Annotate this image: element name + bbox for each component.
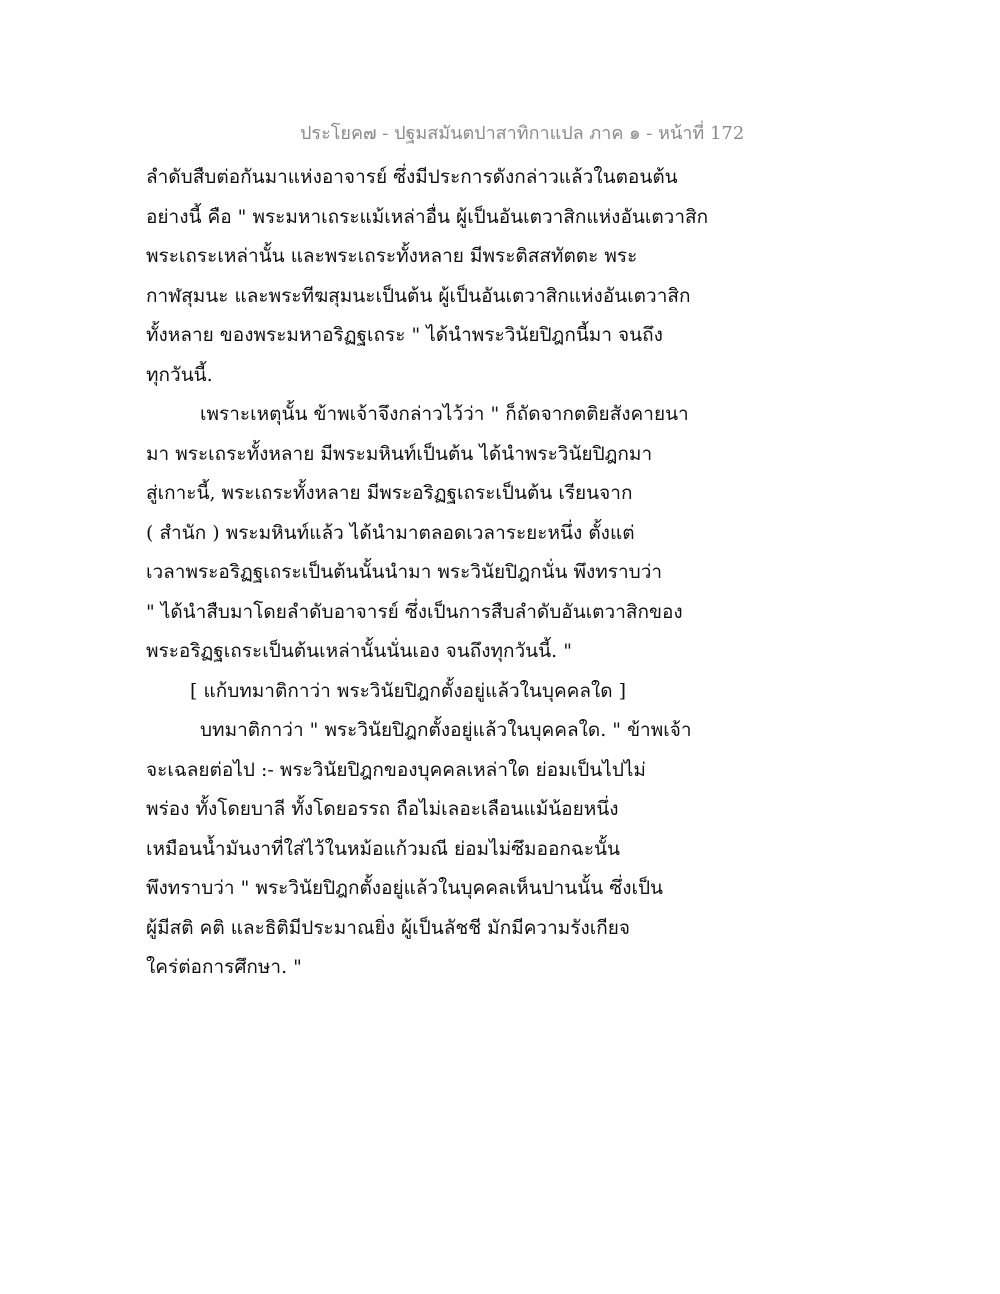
text-line: เหมือนน้ำมันงาที่ใส่ไว้ในหม้อแก้วมณี ย่อมไม่ซึมออกฉะนั้น: [146, 837, 621, 860]
text-line: พึงทราบว่า " พระวินัยปิฎกตั้งอยู่แล้วในบุคคลเห็นปานนั้น ซึ่งเป็น: [146, 877, 664, 899]
text-line: อย่างนี้ คือ " พระมหาเถระแม้เหล่าอื่น ผู้เป็นอันเตวาสิกแห่งอันเตวาสิก: [146, 205, 709, 228]
text-line: พระอริฏฐเถระเป็นต้นเหล่านั้นนั่นเอง จนถึงทุกวันนี้. ": [146, 640, 572, 662]
text-line: จะเฉลยต่อไป :- พระวินัยปิฎกของบุคคลเหล่าใด ย่อมเป็นไปไม่: [146, 758, 646, 781]
text-line: " ได้นำสืบมาโดยลำดับอาจารย์ ซึ่งเป็นการสืบลำดับอันเตวาสิกของ: [146, 600, 683, 623]
page-header: ประโยค๗ - ปฐมสมันตปาสาทิกาแปล ภาค ๑ - หน้าที่ 172: [300, 123, 745, 144]
text-line: ใคร่ต่อการศึกษา. ": [146, 956, 302, 978]
section-heading: [ แก้บทมาติกาว่า พระวินัยปิฎกตั้งอยู่แล้วในบุคคลใด ]: [190, 679, 627, 702]
text-line: เวลาพระอริฏฐเถระเป็นต้นนั้นนำมา พระวินัยปิฎกนั่น พึงทราบว่า: [146, 561, 663, 583]
text-line: ลำดับสืบต่อกันมาแห่งอาจารย์ ซึ่งมีประการดังกล่าวแล้วในตอนต้น: [146, 166, 678, 188]
text-line: ผู้มีสติ คติ และธิติมีประมาณยิ่ง ผู้เป็นลัชชี มักมีความรังเกียจ: [146, 916, 631, 939]
text-line: กาฬสุมนะ และพระทีฆสุมนะเป็นต้น ผู้เป็นอันเตวาสิกแห่งอันเตวาสิก: [146, 284, 691, 307]
text-line: มา พระเถระทั้งหลาย มีพระมหินท์เป็นต้น ได้นำพระวินัยปิฎกมา: [146, 442, 653, 465]
text-line: ทั้งหลาย ของพระมหาอริฏฐเถระ " ได้นำพระวินัยปิฎกนี้มา จนถึง: [146, 324, 663, 346]
text-line: พร่อง ทั้งโดยบาลี ทั้งโดยอรรถ ถือไม่เลอะเลือนแม้น้อยหนึ่ง: [146, 798, 619, 820]
body-text: [146, 158, 709, 988]
paragraph-first-line: เพราะเหตุนั้น ข้าพเจ้าจึงกล่าวไว้ว่า " ก็ถัดจากตติยสังคายนา: [200, 403, 689, 425]
text-line: พระเถระเหล่านั้น และพระเถระทั้งหลาย มีพระติสสทัตตะ พระ: [146, 245, 638, 267]
text-line: ทุกวันนี้.: [146, 363, 213, 386]
text-line: ( สำนัก ) พระมหินท์แล้ว ได้นำมาตลอดเวลาระยะหนึ่ง ตั้งแต่: [146, 521, 635, 544]
paragraph-first-line: บทมาติกาว่า " พระวินัยปิฎกตั้งอยู่แล้วในบุคคลใด. " ข้าพเจ้า: [200, 719, 692, 741]
text-line: สู่เกาะนี้, พระเถระทั้งหลาย มีพระอริฏฐเถระเป็นต้น เรียนจาก: [146, 482, 633, 504]
